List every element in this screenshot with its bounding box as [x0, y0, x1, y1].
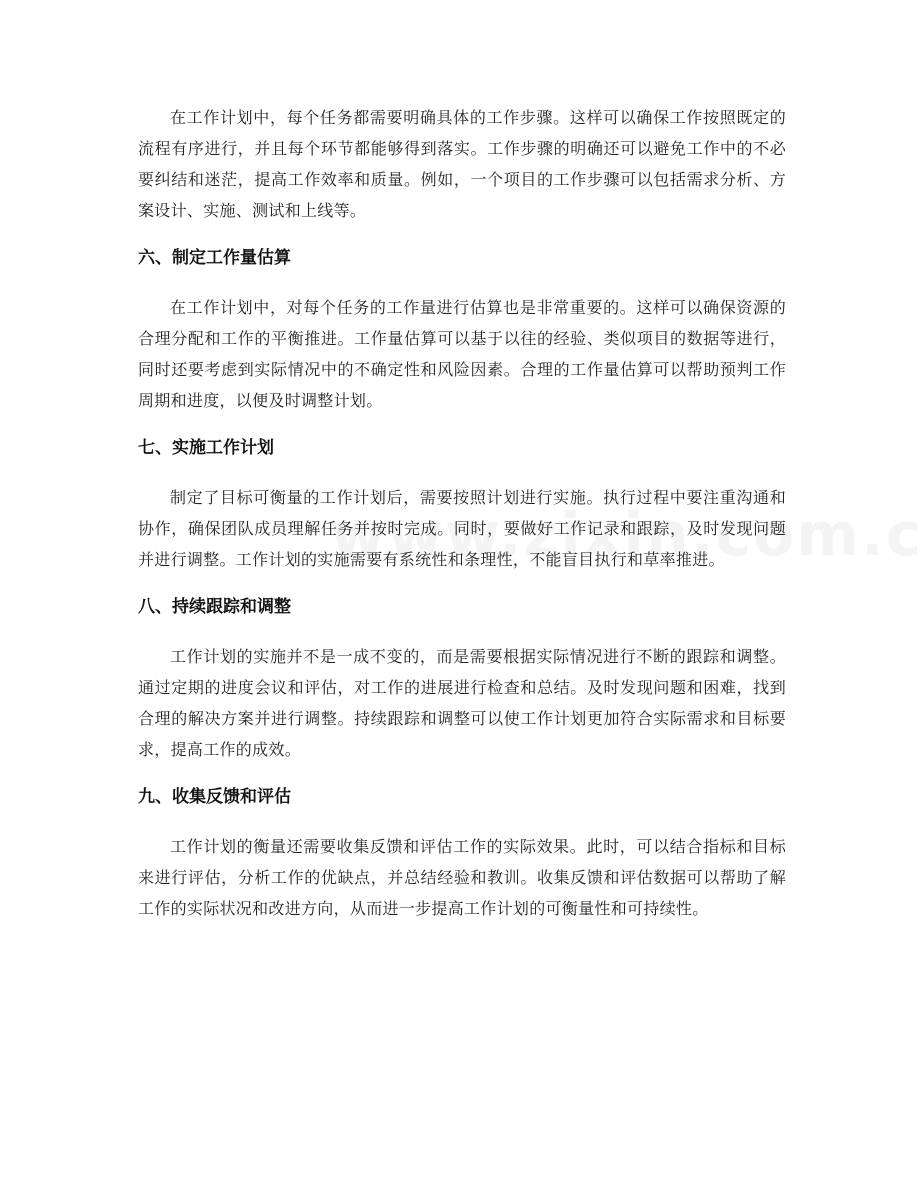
paragraph-workload-estimate: 在工作计划中，对每个任务的工作量进行估算也是非常重要的。这样可以确保资源的合理分配和工作的平衡推进。工作量估算可以基于以往的经验、类似项目的数据等进行，同时还要考虑到实际情况中的不确定性和风险因素。合理的工作量估算可以帮助预判工作周期和进度，以便及时调整计划。: [138, 298, 786, 410]
heading-feedback-evaluate: 九、收集反馈和评估: [138, 787, 291, 807]
paragraph-feedback-evaluate: 工作计划的衡量还需要收集反馈和评估工作的实际效果。此时，可以结合指标和目标来进行评估，分析工作的优缺点，并总结经验和教训。收集反馈和评估数据可以帮助了解工作的实际状况和改进方向，从而进一步提高工作计划的可衡量性和可持续性。: [138, 837, 786, 918]
heading-implement-plan: 七、实施工作计划: [138, 438, 274, 458]
paragraph-track-adjust: 工作计划的实施并不是一成不变的，而是需要根据实际情况进行不断的跟踪和调整。通过定期的进度会议和评估，对工作的进展进行检查和总结。及时发现问题和困难，找到合理的解决方案并进行调整。持续跟踪和调整可以使工作计划更加符合实际需求和目标要求，提高工作的成效。: [138, 647, 786, 759]
paragraph-work-steps: 在工作计划中，每个任务都需要明确具体的工作步骤。这样可以确保工作按照既定的流程有序进行，并且每个环节都能够得到落实。工作步骤的明确还可以避免工作中的不必要纠结和迷茫，提高工作效率和质量。例如，一个项目的工作步骤可以包括需求分析、方案设计、实施、测试和上线等。: [138, 108, 786, 220]
heading-track-adjust: 八、持续跟踪和调整: [138, 597, 291, 617]
paragraph-implement-plan: 制定了目标可衡量的工作计划后，需要按照计划进行实施。执行过程中要注重沟通和协作，确保团队成员理解任务并按时完成。同时，要做好工作记录和跟踪，及时发现问题并进行调整。工作计划的实施需要有系统性和条理性，不能盲目执行和草率推进。: [138, 488, 786, 569]
heading-workload-estimate: 六、制定工作量估算: [138, 248, 291, 268]
document-page: [138, 102, 786, 924]
